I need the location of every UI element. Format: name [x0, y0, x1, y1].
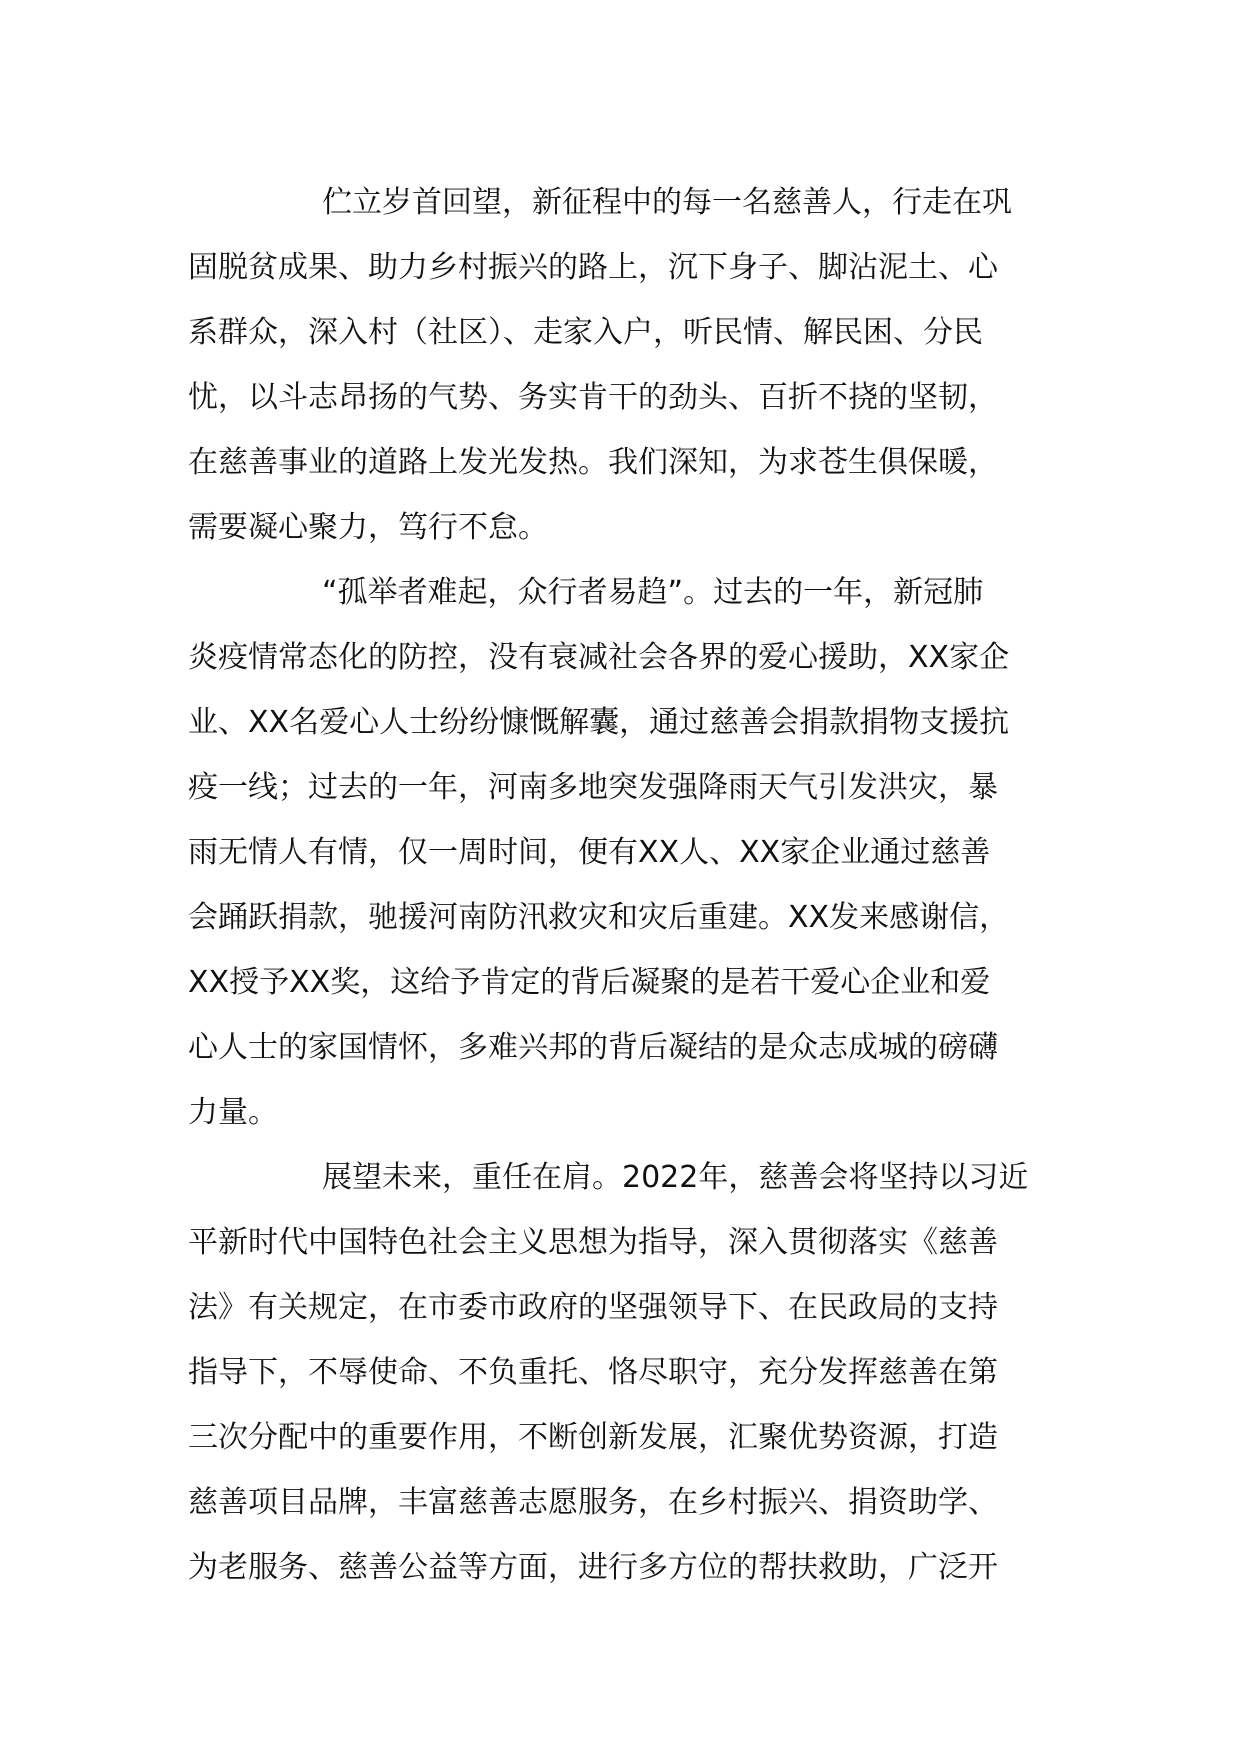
paragraph-line: 会踊跃捐款，驰援河南防汛救灾和灾后重建。XX发来感谢信，: [188, 900, 1010, 935]
paragraph-line: 法》有关规定，在市委市政府的坚强领导下、在民政局的支持: [188, 1290, 998, 1325]
paragraph-line: 平新时代中国特色社会主义思想为指导，深入贯彻落实《慈善: [188, 1225, 998, 1260]
paragraph-line: 伫立岁首回望，新征程中的每一名慈善人，行走在巩: [322, 185, 1012, 220]
paragraph-line: 指导下，不辱使命、不负重托、恪尽职守，充分发挥慈善在第: [188, 1355, 998, 1390]
paragraph-line: 力量。: [188, 1095, 278, 1130]
paragraph-line: 雨无情人有情，仅一周时间，便有XX人、XX家企业通过慈善: [188, 835, 991, 870]
paragraph-line: 固脱贫成果、助力乡村振兴的路上，沉下身子、脚沾泥土、心: [188, 250, 998, 285]
paragraph-line: 需要凝心聚力，笃行不怠。: [188, 510, 548, 545]
paragraph-line: 忧，以斗志昂扬的气势、务实肯干的劲头、百折不挠的坚韧，: [188, 380, 998, 415]
paragraph-line: XX授予XX奖，这给予肯定的背后凝聚的是若干爱心企业和爱: [188, 965, 991, 1000]
paragraph-1: [188, 170, 1068, 560]
paragraph-3: [188, 1145, 1068, 1600]
paragraph-line: 为老服务、慈善公益等方面，进行多方位的帮扶救助，广泛开: [188, 1550, 998, 1585]
paragraph-line: 慈善项目品牌，丰富慈善志愿服务，在乡村振兴、捐资助学、: [188, 1485, 998, 1520]
paragraph-line: 心人士的家国情怀，多难兴邦的背后凝结的是众志成城的磅礴: [188, 1030, 998, 1065]
paragraph-line: 疫一线；过去的一年，河南多地突发强降雨天气引发洪灾，暴: [188, 770, 998, 805]
paragraph-line: 业、XX名爱心人士纷纷慷慨解囊，通过慈善会捐款捐物支援抗: [188, 705, 1010, 740]
paragraph-line: “孤举者难起，众行者易趋”。过去的一年，新冠肺: [322, 575, 984, 610]
document-body: [188, 170, 1068, 1600]
paragraph-line: 三次分配中的重要作用，不断创新发展，汇聚优势资源，打造: [188, 1420, 998, 1455]
paragraph-2: [188, 560, 1068, 1145]
paragraph-line: 系群众，深入村（社区）、走家入户，听民情、解民困、分民: [188, 315, 983, 350]
paragraph-line: 展望未来，重任在肩。2022年，慈善会将坚持以习近: [322, 1160, 1029, 1195]
paragraph-line: 在慈善事业的道路上发光发热。我们深知，为求苍生俱保暖，: [188, 445, 998, 480]
paragraph-line: 炎疫情常态化的防控，没有衰减社会各界的爱心援助，XX家企: [188, 640, 1010, 675]
